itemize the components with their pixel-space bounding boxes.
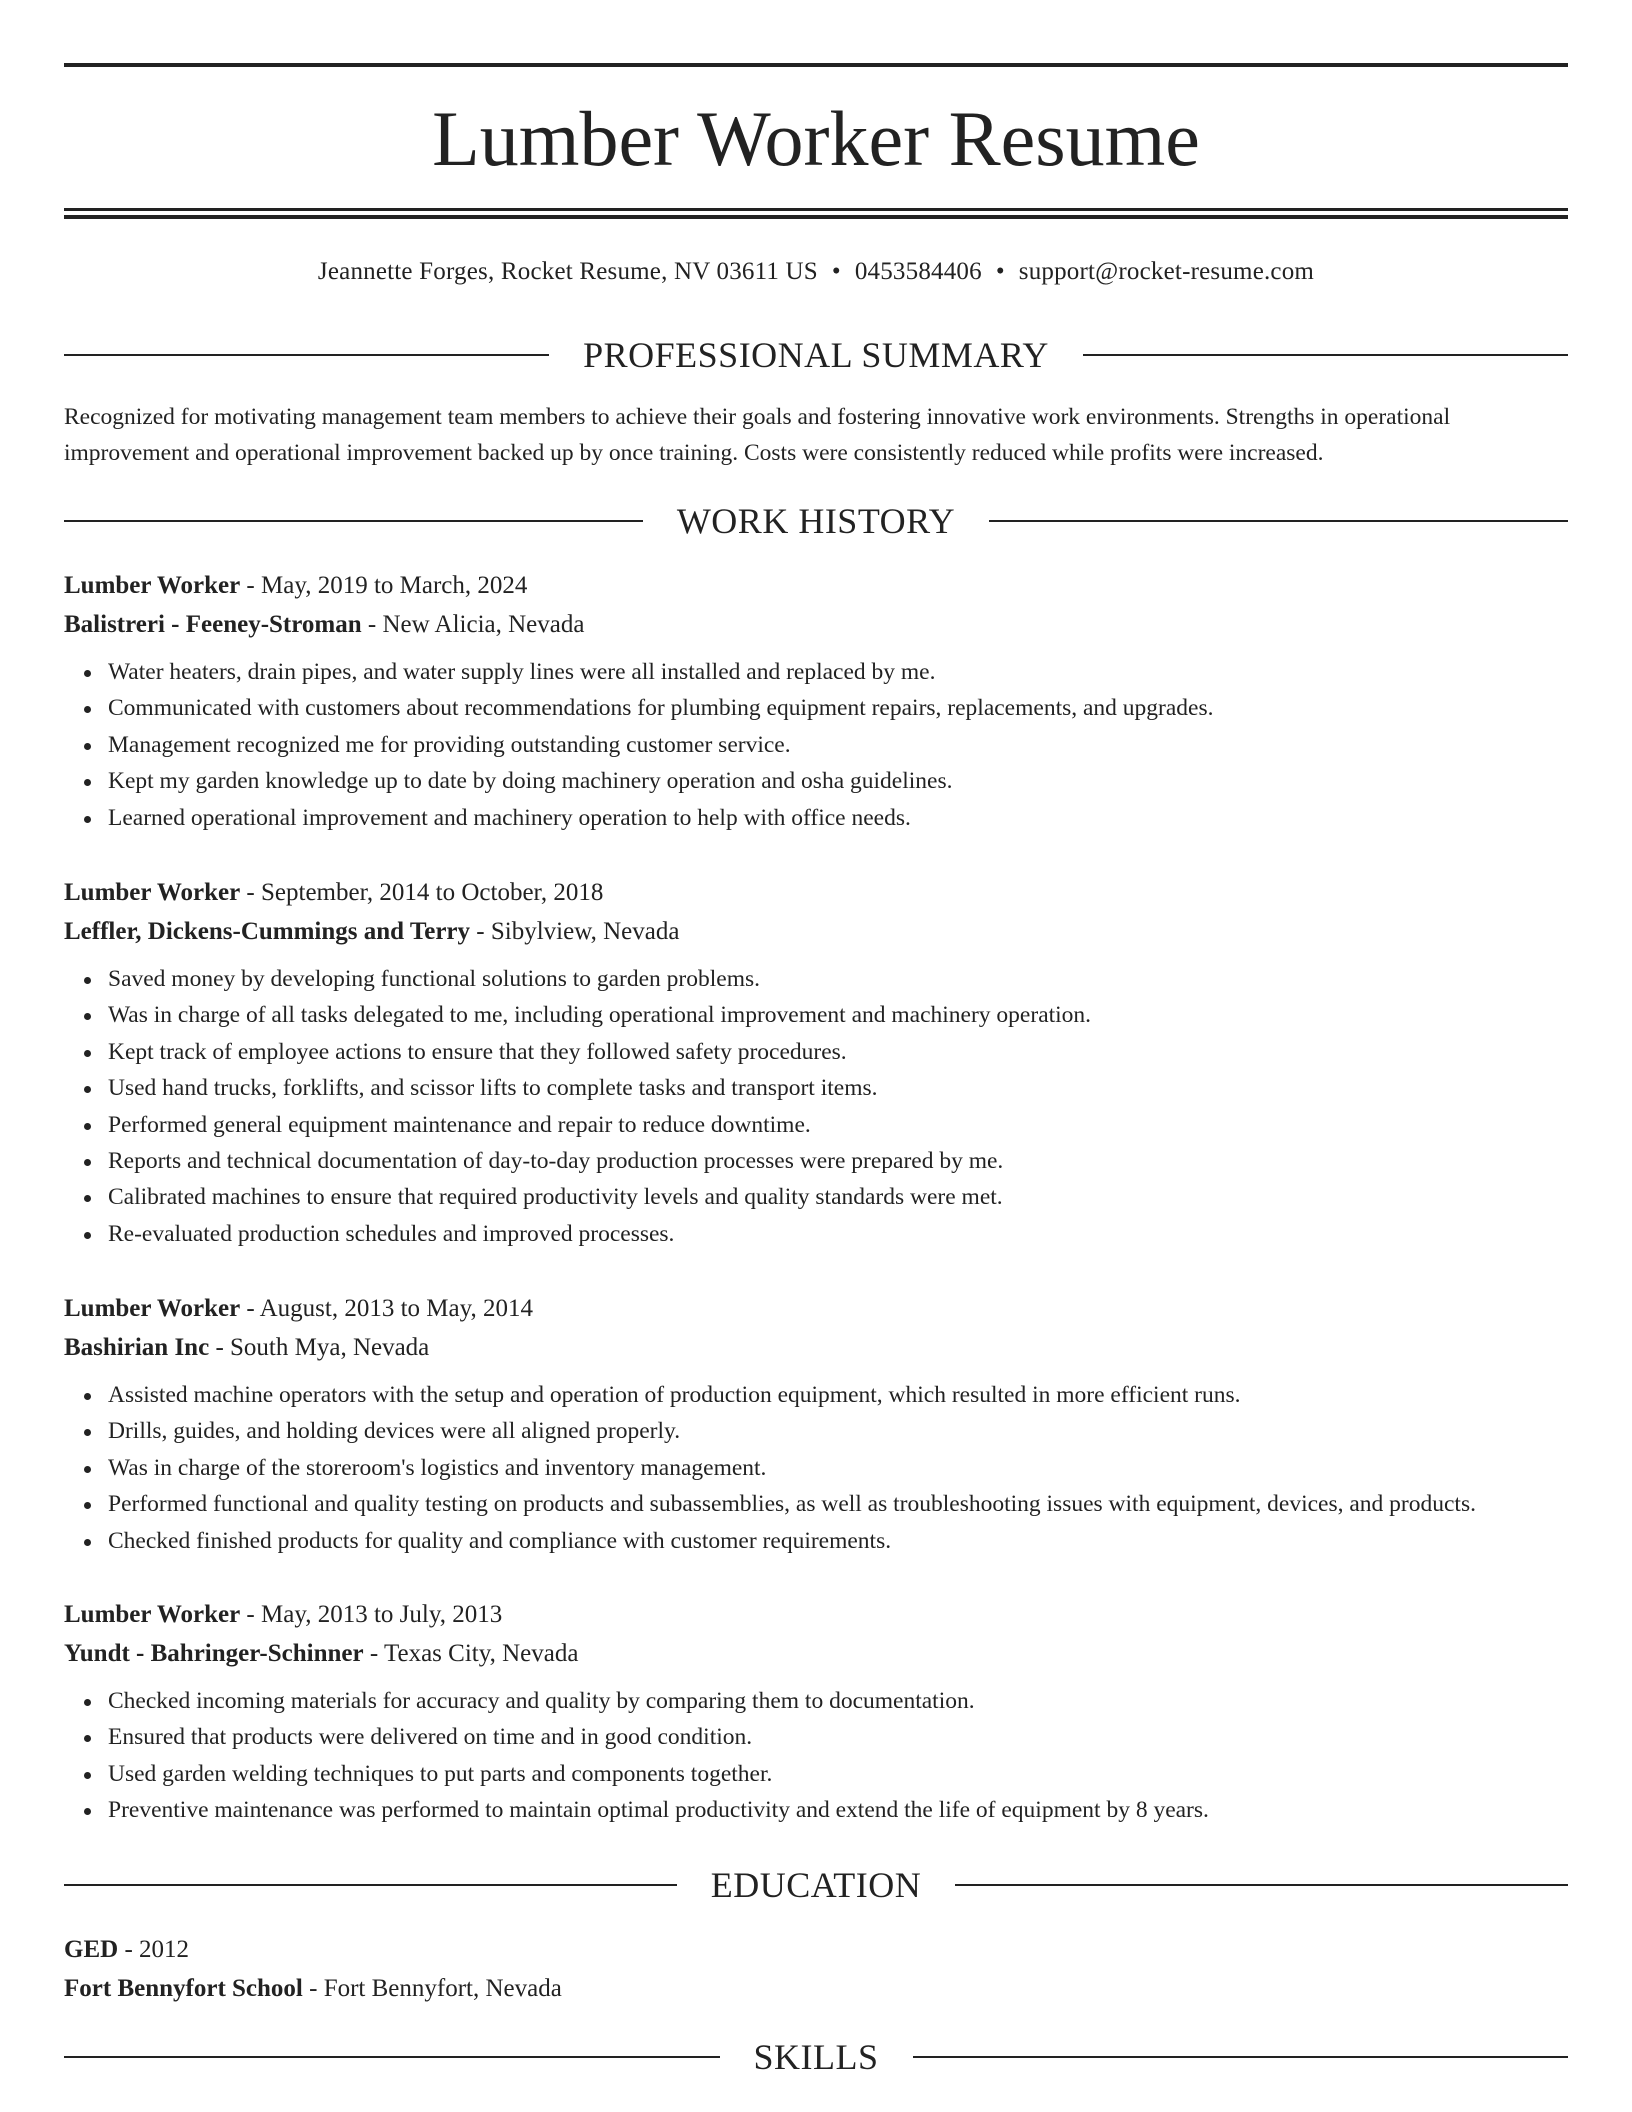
contact-email: support@rocket-resume.com (1018, 258, 1315, 285)
section-rule (955, 1884, 1568, 1886)
section-title: PROFESSIONAL SUMMARY (583, 335, 1049, 375)
section-header-work (64, 501, 1568, 541)
job-dates: - May, 2013 to July, 2013 (240, 1601, 503, 1628)
contact-phone: 0453584406 (854, 258, 982, 285)
education-location: - Fort Bennyfort, Nevada (302, 1975, 562, 2002)
job-location: - New Alicia, Nevada (361, 611, 585, 638)
job-bullet: Checked finished products for quality and compliance with customer requirements. (108, 1523, 1568, 1559)
job-heading (64, 1289, 1568, 1328)
job-company: Yundt - Bahringer-Schinner (64, 1640, 364, 1667)
job-heading (64, 1595, 1568, 1634)
job-bullet: Performed general equipment maintenance and repair to reduce downtime. (108, 1107, 1568, 1143)
job-bullet: Was in charge of all tasks delegated to me, including operational improvement and machinery operation. (108, 997, 1568, 1033)
resume-title: Lumber Worker Resume (432, 95, 1200, 182)
education-year: - 2012 (118, 1936, 190, 1963)
section-rule (913, 2056, 1569, 2058)
job-entry (64, 873, 1568, 1252)
job-bullet: Kept track of employee actions to ensure that they followed safety procedures. (108, 1034, 1568, 1070)
job-bullet: Performed functional and quality testing on products and subassemblies, as well as troubleshooting issues with equipment, devices, and products. (108, 1486, 1568, 1522)
title-rule-upper (64, 208, 1568, 211)
job-bullet: Checked incoming materials for accuracy and quality by comparing them to documentation. (108, 1683, 1568, 1719)
job-company: Bashirian Inc (64, 1334, 210, 1361)
job-bullet: Re-evaluated production schedules and improved processes. (108, 1216, 1568, 1252)
job-bullets (64, 1683, 1568, 1829)
education-school: Fort Bennyfort School (64, 1975, 303, 2002)
job-dates: - August, 2013 to May, 2014 (240, 1295, 533, 1322)
job-bullets (64, 654, 1568, 836)
section-rule (1083, 354, 1568, 356)
job-company: Leffler, Dickens-Cummings and Terry (64, 918, 471, 945)
job-bullet: Assisted machine operators with the setup and operation of production equipment, which resulted in more efficient runs. (108, 1377, 1568, 1413)
job-title: Lumber Worker (64, 879, 241, 906)
job-bullet: Saved money by developing functional solutions to garden problems. (108, 961, 1568, 997)
section-rule (64, 2056, 720, 2058)
contact-address: Jeannette Forges, Rocket Resume, NV 03611 US (317, 258, 818, 285)
job-entry (64, 1595, 1568, 1829)
section-rule (989, 520, 1568, 522)
education-heading (64, 1930, 1568, 1969)
education-degree: GED (64, 1936, 119, 1963)
job-bullet: Calibrated machines to ensure that required productivity levels and quality standards were met. (108, 1179, 1568, 1215)
top-rule (64, 63, 1568, 67)
job-title: Lumber Worker (64, 1295, 241, 1322)
job-bullets (64, 961, 1568, 1252)
summary-text: Recognized for motivating management team members to achieve their goals and fostering innovative work environments. Strengths in operational improvement and operational improvement backed up by once training. Costs were consistently reduced while profits were increased. (64, 404, 1451, 466)
title-rule-lower (64, 215, 1568, 219)
job-bullet: Communicated with customers about recommendations for plumbing equipment repairs, replacements, and upgrades. (108, 690, 1568, 726)
section-title: WORK HISTORY (676, 501, 956, 541)
job-dates: - September, 2014 to October, 2018 (240, 879, 604, 906)
job-employer (64, 1328, 1568, 1367)
job-bullet: Preventive maintenance was performed to maintain optimal productivity and extend the life of equipment by 8 years. (108, 1792, 1568, 1828)
contact-line (64, 254, 1568, 290)
contact-separator: • (831, 258, 841, 285)
section-title: EDUCATION (710, 1865, 922, 1905)
job-employer (64, 1634, 1568, 1673)
job-bullets (64, 1377, 1568, 1559)
job-bullet: Water heaters, drain pipes, and water supply lines were all installed and replaced by me. (108, 654, 1568, 690)
job-bullet: Reports and technical documentation of day-to-day production processes were prepared by me. (108, 1143, 1568, 1179)
job-bullet: Management recognized me for providing outstanding customer service. (108, 727, 1568, 763)
job-heading (64, 873, 1568, 912)
section-rule (64, 1884, 677, 1886)
job-title: Lumber Worker (64, 572, 241, 599)
job-bullet: Learned operational improvement and machinery operation to help with office needs. (108, 800, 1568, 836)
job-dates: - May, 2019 to March, 2024 (240, 572, 528, 599)
job-bullet: Ensured that products were delivered on time and in good condition. (108, 1719, 1568, 1755)
job-entry (64, 566, 1568, 836)
education-school-line (64, 1969, 1568, 2008)
section-rule (64, 520, 643, 522)
job-bullet: Used hand trucks, forklifts, and scissor lifts to complete tasks and transport items. (108, 1070, 1568, 1106)
job-heading (64, 566, 1568, 605)
job-location: - Texas City, Nevada (363, 1640, 579, 1667)
job-bullet: Used garden welding techniques to put parts and components together. (108, 1756, 1568, 1792)
job-company: Balistreri - Feeney-Stroman (64, 611, 362, 638)
section-title: SKILLS (753, 2037, 879, 2077)
contact-separator: • (995, 258, 1005, 285)
section-rule (64, 354, 549, 356)
section-header-education (64, 1865, 1568, 1905)
job-bullet: Was in charge of the storeroom's logistics and inventory management. (108, 1450, 1568, 1486)
job-bullet: Kept my garden knowledge up to date by doing machinery operation and osha guidelines. (108, 763, 1568, 799)
job-title: Lumber Worker (64, 1601, 241, 1628)
job-location: - Sibylview, Nevada (470, 918, 680, 945)
job-employer (64, 912, 1568, 951)
job-bullet: Drills, guides, and holding devices were all aligned properly. (108, 1413, 1568, 1449)
section-header-summary (64, 335, 1568, 375)
job-entry (64, 1289, 1568, 1559)
job-location: - South Mya, Nevada (209, 1334, 430, 1361)
job-employer (64, 605, 1568, 644)
section-header-skills (64, 2037, 1568, 2077)
education-entry (64, 1930, 1568, 2008)
